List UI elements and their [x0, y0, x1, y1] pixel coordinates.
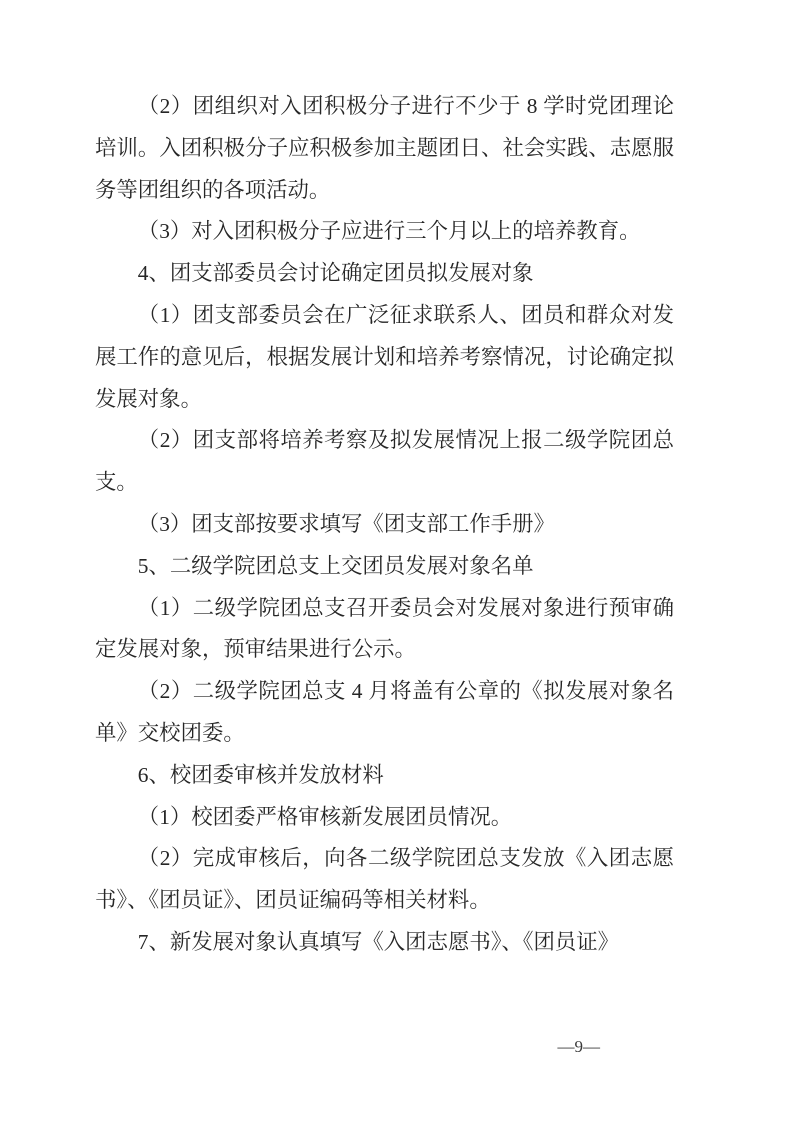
- paragraph: 4、团支部委员会讨论确定团员拟发展对象: [137, 261, 534, 286]
- paragraph: （3）对入团积极分子应进行三个月以上的培养教育。: [137, 219, 641, 244]
- paragraph: 5、二级学院团总支上交团员发展对象名单: [137, 553, 534, 578]
- paragraph: （2）完成审核后，向各二级学院团总支发放《入团志愿书》、《团员证》、团员证编码等相关材料。: [95, 846, 674, 913]
- paragraph: 7、新发展对象认真填写《入团志愿书》、《团员证》: [137, 929, 620, 954]
- paragraph: （3）团支部按要求填写《团支部工作手册》: [137, 511, 555, 536]
- paragraph: （1）二级学院团总支召开委员会对发展对象进行预审确定发展对象，预审结果进行公示。: [95, 595, 674, 662]
- paragraph: （1）团支部委员会在广泛征求联系人、团员和群众对发展工作的意见后，根据发展计划和培养考察情况，讨论确定拟发展对象。: [95, 302, 674, 411]
- paragraph: （1）校团委严格审核新发展团员情况。: [137, 804, 513, 829]
- paragraph: （2）二级学院团总支 4 月将盖有公章的《拟发展对象名单》交校团委。: [95, 679, 674, 745]
- paragraph: （2）团支部将培养考察及拟发展情况上报二级学院团总支。: [95, 428, 674, 495]
- page-number: —9—: [557, 1037, 600, 1056]
- document-body: [95, 86, 674, 964]
- paragraph: 6、校团委审核并发放材料: [137, 762, 384, 787]
- paragraph: （2）团组织对入团积极分子进行不少于 8 学时党团理论培训。入团积极分子应积极参加主题团日、社会实践、志愿服务等团组织的各项活动。: [95, 94, 674, 202]
